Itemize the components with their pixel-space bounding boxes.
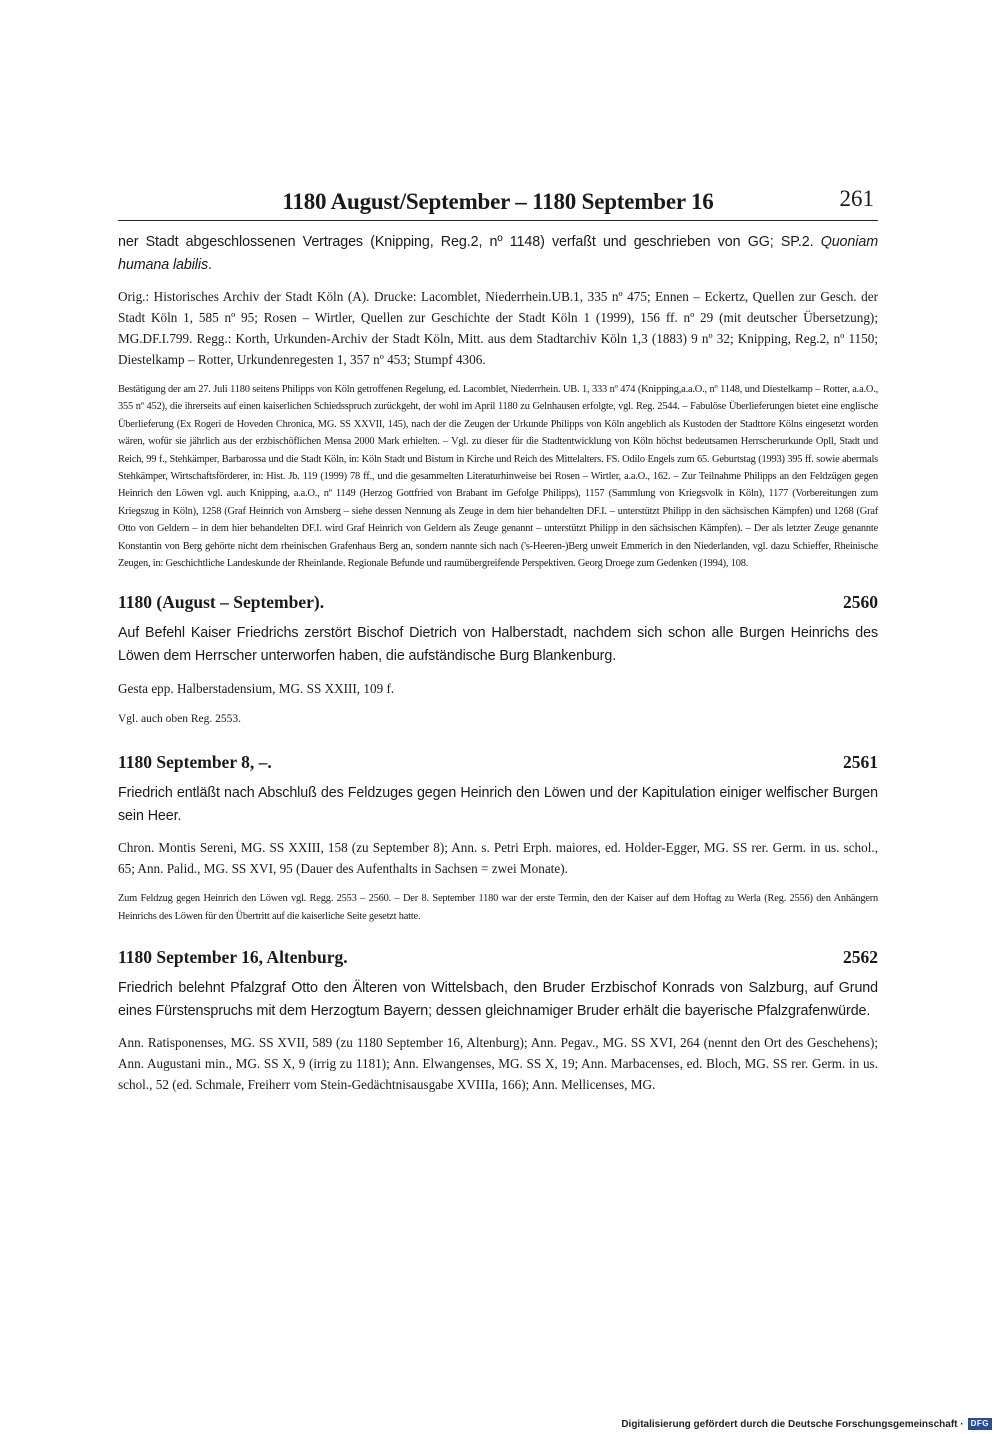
entry-number: 2562: [843, 947, 878, 968]
page-number: 261: [839, 186, 874, 211]
dfg-logo: DFG: [968, 1418, 992, 1430]
continuation-note: Bestätigung der am 27. Juli 1180 seitens Philipps von Köln getroffenen Regelung, ed. Lacomblet, Niederrhein. UB. 1, 333 nº 474 (Knipping,a.a.O., nº 1148, und Diestelkamp – Rotter, a.a.O., 355 nº 452), die ihrerseits auf einen kaiserlichen Schiedsspruch zurückgeht, der wohl im April 1180 zu Gelnhausen erfolgte, vgl. Reg. 2544. – Fabulöse Überlieferungen bietet eine englische Überlieferung (Ex Rogeri de Hoveden Chronica, MG. SS XXVII, 145), nach der die Zeugen der Urkunde Philipps von Köln angeblich als Kustoden der Stadttore Kölns eingesetzt worden wären, wofür sie jährlich aus der erzbischöflichen Mensa 2000 Mark erhielten. – Vgl. zu dieser für die Stadtentwicklung von Köln höchst bedeutsamen Herrscherurkunde Opll, Stadt und Reich, 99 f., Stehkämper, Barbarossa und die Stadt Köln, in: Köln Stadt und Bistum in Kirche und Reich des Mittelalters. FS. Odilo Engels zum 65. Geburtstag (1993) 395 ff. sowie abermals Stehkämper, Wirtschaftsförderer, in: Hist. Jb. 119 (1999) 78 ff., und die gesammelten Literaturhinweise bei Rosen – Wirtler, a.a.O., 162. – Zur Teilnahme Philipps an den Feldzügen gegen Heinrich den Löwen vgl. auch Knipping, a.a.O., nº 1149 (Herzog Gottfried von Brabant im Gefolge Philipps), 1157 (Sammlung von Kriegsvolk in Köln), 1177 (Vorbereitungen zum Kriegszug in Köln), 1258 (Graf Heinrich von Arnsberg – siehe dessen Nennung als Zeuge in dem hier behandelten DF.I. – unterstützt Philipp in den sächsischen Kämpfen) und 1268 (Graf Otto von Geldern – in dem hier behandelten DF.I. wird Graf Heinrich von Geldern als Zeuge genannt – unterstützt Philipp in den sächsischen Kämpfen). – Der als letzter Zeuge genannte Konstantin von Berg gehörte nicht dem rheinischen Grafenhaus Berg an, sondern nannte sich nach ('s-Heeren-)Berg unweit Emmerich in den Niederlanden, vgl. dazu Schieffer, Rheinische Zeugen, in: Geschichtliche Landeskunde der Rheinlande. Regionale Befunde und raumübergreifende Perspektiven. Georg Droege zum Gedenken (1994), 108.: [118, 384, 878, 570]
entry-sources: Ann. Ratisponenses, MG. SS XVII, 589 (zu 1180 September 16, Altenburg); Ann. Pegav., MG. SS XVI, 264 (nennt den Ort des Geschehens); Ann. Augustani min., MG. SS X, 9 (irrig zu 1181); Ann. Elwangenses, MG. SS X, 19; Ann. Marbacenses, ed. Bloch, MG. SS rer. Germ. in us. schol., 52 (ed. Schmale, Freiherr vom Stein-Gedächtnisausgabe XVIIIa, 166); Ann. Mellicenses, MG.: [118, 1035, 878, 1093]
entry-number: 2561: [843, 752, 878, 773]
running-head: [118, 186, 878, 221]
entry-number: 2560: [843, 592, 878, 613]
entry-date: 1180 September 8, –.: [118, 752, 272, 773]
entry-note: Vgl. auch oben Reg. 2553.: [118, 713, 241, 726]
entry-sources: Chron. Montis Sereni, MG. SS XXIII, 158 (zu September 8); Ann. s. Petri Erph. maiores, ed. Holder-Egger, MG. SS rer. Germ. in us. schol., 65; Ann. Palid., MG. SS XVI, 95 (Dauer des Aufenthalts in Sachsen = zwei Monate).: [118, 840, 878, 877]
entry-heading: [118, 752, 878, 773]
entry-text: Auf Befehl Kaiser Friedrichs zerstört Bischof Dietrich von Halberstadt, nachdem sich schon alle Burgen Heinrichs des Löwen dem Herrscher unterworfen haben, die aufständische Burg Blankenburg.: [118, 625, 878, 665]
entry-text: Friedrich entläßt nach Abschluß des Feldzuges gegen Heinrich den Löwen und der Kapitulation einiger welfischer Burgen sein Heer.: [118, 785, 878, 825]
entry-text: Friedrich belehnt Pfalzgraf Otto den Älteren von Wittelsbach, den Bruder Erzbischof Konrads von Salzburg, auf Grund eines Fürstenspruchs mit dem Herzogtum Bayern; dessen gleichnamiger Bruder erhält die bayerische Pfalzgrafenwürde.: [118, 980, 878, 1020]
continuation-text: ner Stadt abgeschlossenen Vertrages (Knipping, Reg.2, nº 1148) verfaßt und geschrieben von GG; SP.2. Quoniam humana labilis.: [118, 234, 878, 273]
entry-heading: [118, 592, 878, 613]
document-page: [118, 186, 878, 1095]
continuation-sources: Orig.: Historisches Archiv der Stadt Köln (A). Drucke: Lacomblet, Niederrhein.UB.1, 335 nº 475; Ennen – Eckertz, Quellen zur Gesch. der Stadt Köln 1, 585 nº 95; Rosen – Wirtler, Quellen zur Geschichte der Stadt Köln 1 (1999), 156 ff. nº 29 (mit deutscher Übersetzung); MG.DF.I.799. Regg.: Korth, Urkunden-Archiv der Stadt Köln, Mitt. aus dem Stadtarchiv Köln 1,3 (1883) 9 nº 32; Knipping, Reg.2, nº 1150; Diestelkamp – Rotter, Urkundenregesten 1, 357 nº 453; Stumpf 4306.: [118, 289, 878, 367]
footer-text: Digitalisierung gefördert durch die Deutsche Forschungsgemeinschaft ·: [621, 1418, 964, 1430]
incipit: Quoniam humana labilis: [118, 234, 878, 273]
entry-date: 1180 September 16, Altenburg.: [118, 947, 348, 968]
entry-note: Zum Feldzug gegen Heinrich den Löwen vgl. Regg. 2553 – 2560. – Der 8. September 1180 war der erste Termin, den der Kaiser auf dem Hoftag zu Werla (Reg. 2556) den Anhängern Heinrichs des Löwen für den Übertritt auf die kaiserliche Seite gesetzt hatte.: [118, 893, 878, 922]
entry-heading: [118, 947, 878, 968]
running-title: 1180 August/September – 1180 September 16: [282, 189, 714, 214]
footer: [621, 1418, 992, 1430]
entry-date: 1180 (August – September).: [118, 592, 325, 613]
entry-sources: Gesta epp. Halberstadensium, MG. SS XXIII, 109 f.: [118, 681, 395, 697]
